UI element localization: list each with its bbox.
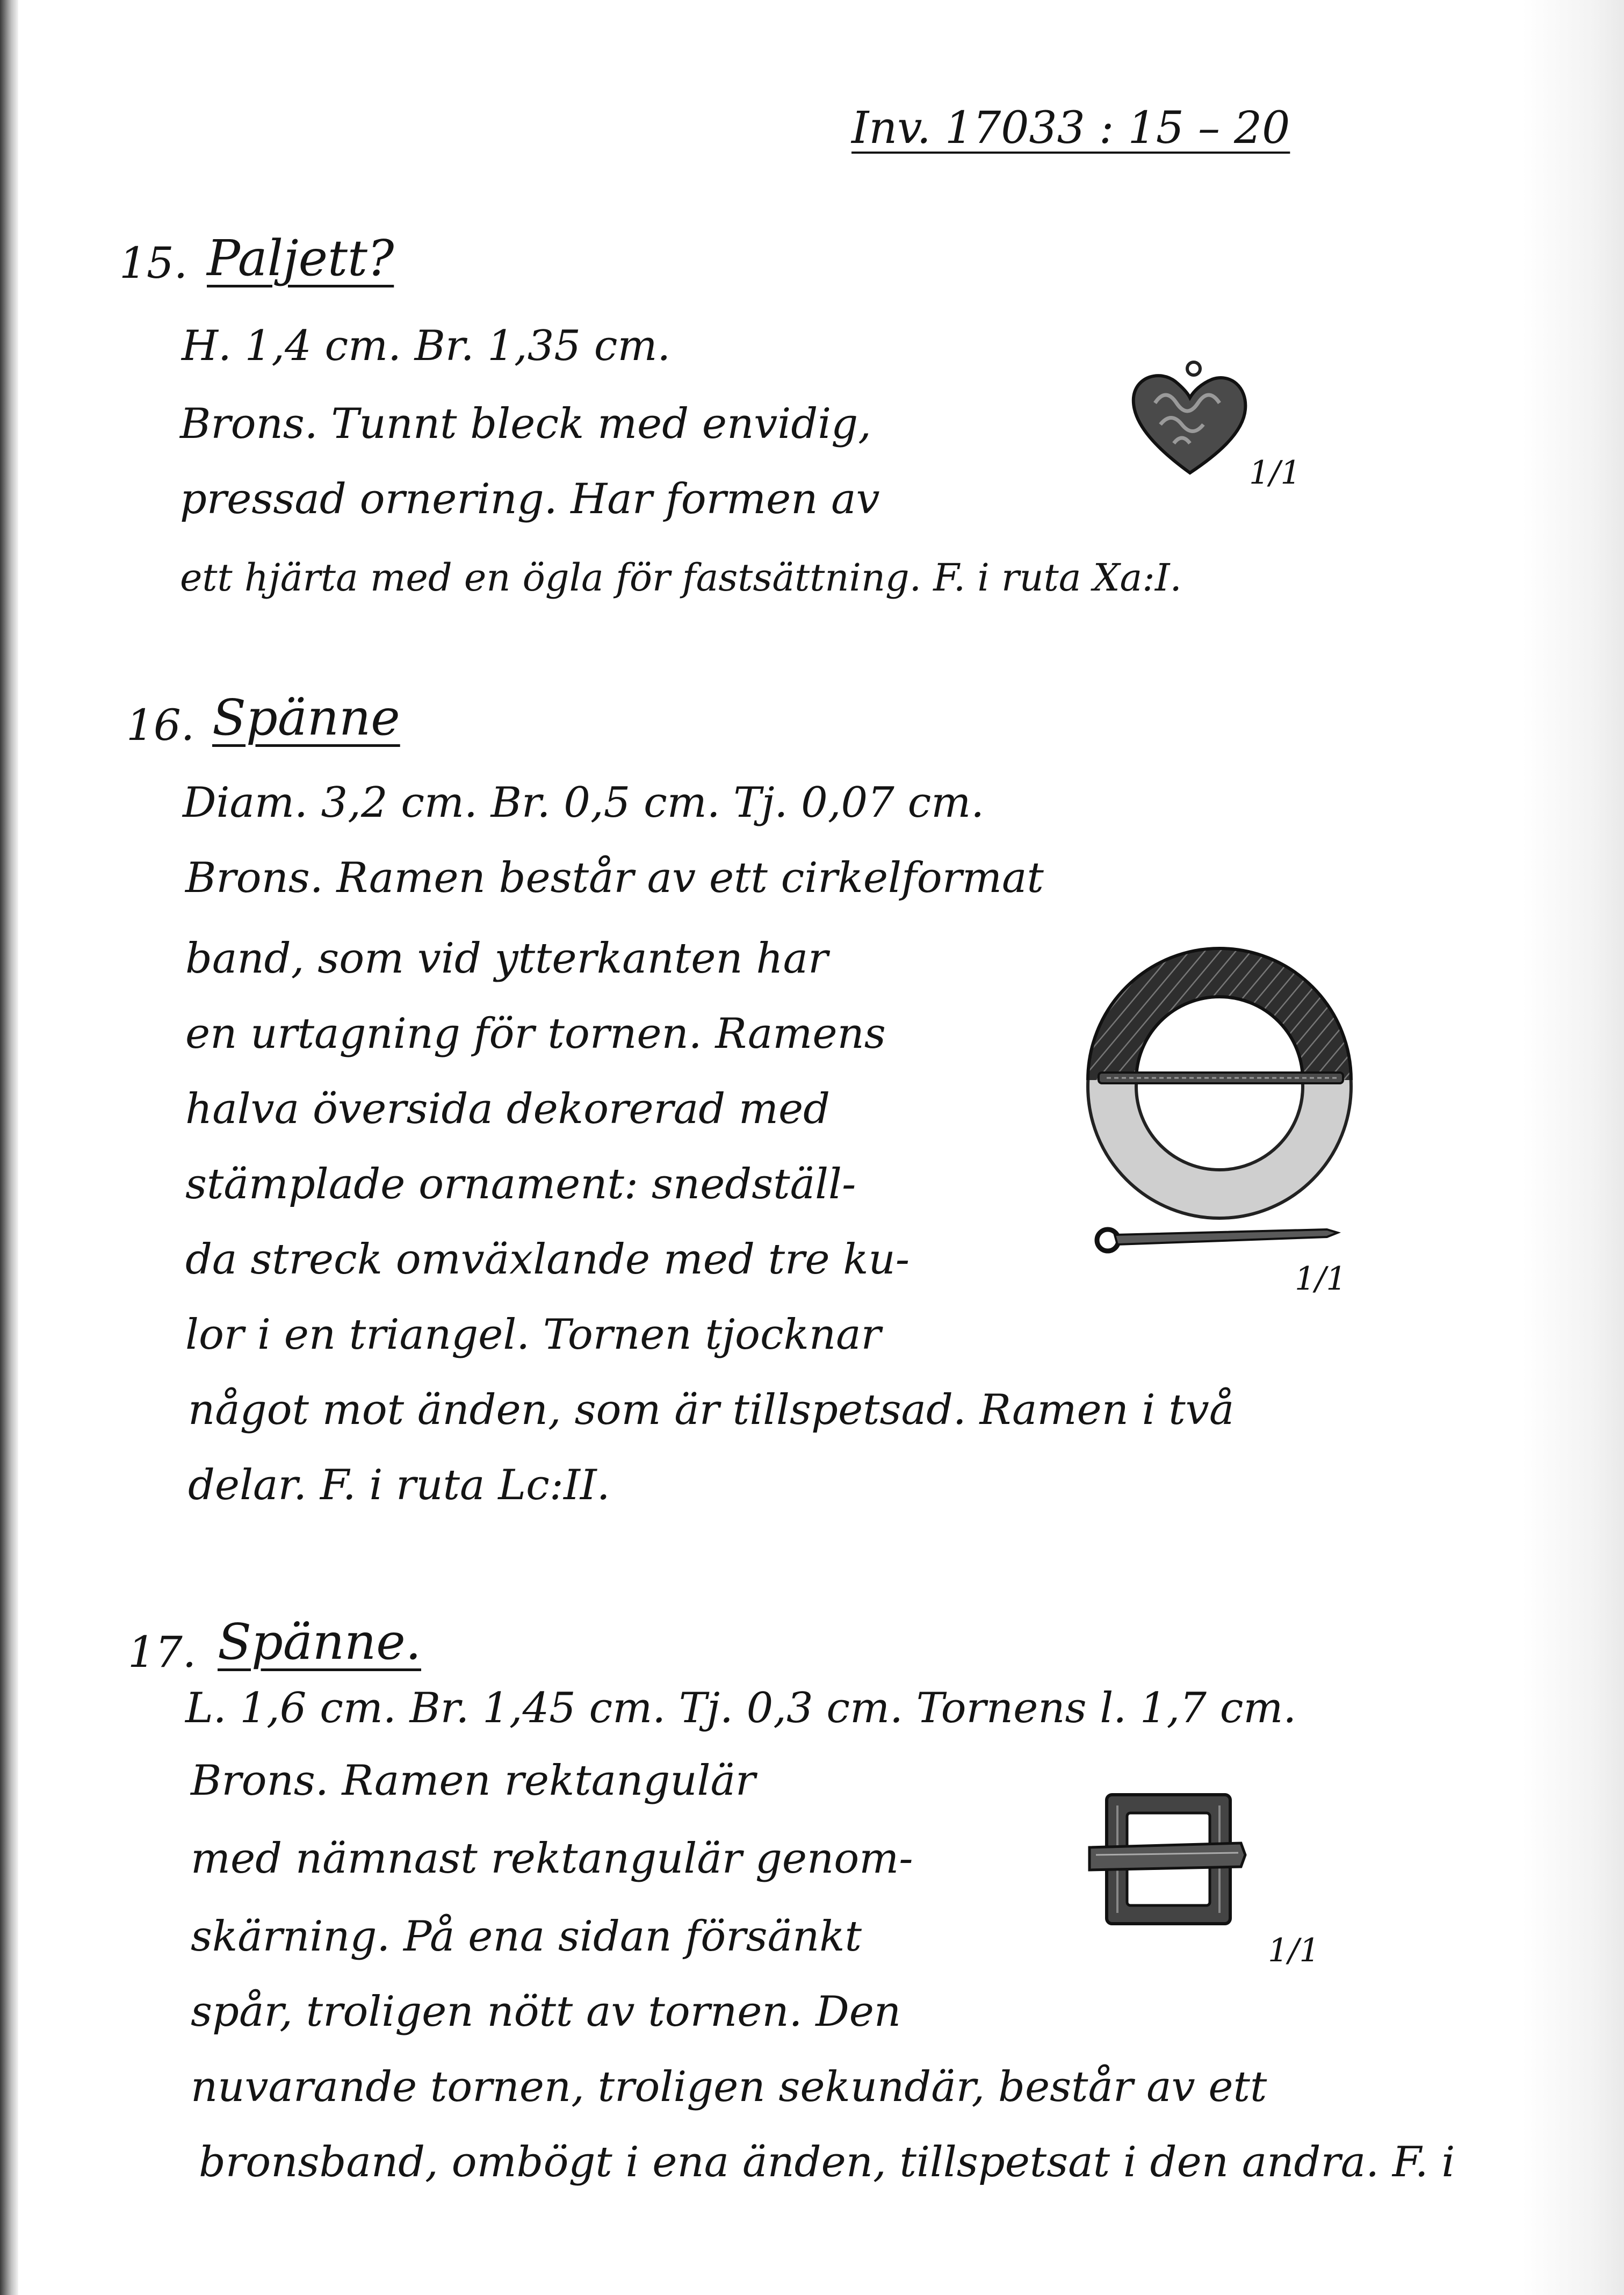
entry-16-line-5: halva översida dekorerad med <box>185 1085 831 1133</box>
entry-16-scale: 1/1 <box>1295 1260 1347 1298</box>
entry-15-title: Paljett? <box>207 229 394 287</box>
entry-17-line-2: Brons. Ramen rektangulär <box>191 1757 756 1805</box>
entry-16-line-1: Diam. 3,2 cm. Br. 0,5 cm. Tj. 0,07 cm. <box>183 779 985 827</box>
entry-15-line-2: Brons. Tunnt bleck med envidig, <box>180 400 871 448</box>
entry-16-line-3: band, som vid ytterkanten har <box>185 934 828 983</box>
entry-17-line-7: bronsband, ombögt i ena änden, tillspetsat i den andra. F. i <box>199 2138 1455 2186</box>
inventory-number: Inv. 17033 : 15 – 20 <box>851 103 1290 154</box>
entry-17-line-6: nuvarande tornen, troligen sekundär, består av ett <box>191 2063 1267 2111</box>
entry-15-line-1: H. 1,4 cm. Br. 1,35 cm. <box>182 322 671 370</box>
entry-16-line-10: delar. F. i ruta Lc:II. <box>188 1461 610 1509</box>
entry-17-scale: 1/1 <box>1268 1932 1320 1969</box>
page-right-margin <box>1522 0 1624 2295</box>
entry-16-line-8: lor i en triangel. Tornen tjocknar <box>185 1311 881 1359</box>
entry-17-line-5: spår, troligen nött av tornen. Den <box>191 1988 901 2036</box>
entry-17-line-3: med nämnast rektangulär genom- <box>191 1834 913 1883</box>
entry-16-title: Spänne <box>212 689 400 746</box>
entry-16-line-4: en urtagning för tornen. Ramens <box>185 1010 886 1058</box>
entry-17-line-4: skärning. På ena sidan försänkt <box>191 1912 862 1961</box>
entry-15-scale: 1/1 <box>1249 454 1301 492</box>
entry-17-line-1: L. 1,6 cm. Br. 1,45 cm. Tj. 0,3 cm. Tornens l. 1,7 cm. <box>185 1684 1297 1732</box>
entry-17-title: Spänne. <box>218 1613 421 1671</box>
entry-17-number: 17. <box>128 1627 197 1677</box>
entry-16-line-9: något mot änden, som är tillspetsad. Ramen i två <box>188 1386 1235 1434</box>
entry-16-line-7: da streck omväxlande med tre ku- <box>185 1235 910 1284</box>
entry-16-line-6: stämplade ornament: snedställ- <box>185 1160 856 1208</box>
entry-15-number: 15. <box>119 238 188 288</box>
ring-brooch-figure <box>1085 946 1354 1263</box>
entry-15-line-4: ett hjärta med en ögla för fastsättning. F. i ruta Xa:I. <box>180 556 1182 600</box>
entry-16-line-2: Brons. Ramen består av ett cirkelformat <box>185 854 1044 902</box>
entry-16-number: 16. <box>126 700 195 750</box>
heart-pendant-figure <box>1128 360 1252 478</box>
entry-15-line-3: pressad ornering. Har formen av <box>180 475 880 523</box>
page-binding-edge <box>0 0 18 2295</box>
buckle-figure <box>1085 1789 1252 1929</box>
